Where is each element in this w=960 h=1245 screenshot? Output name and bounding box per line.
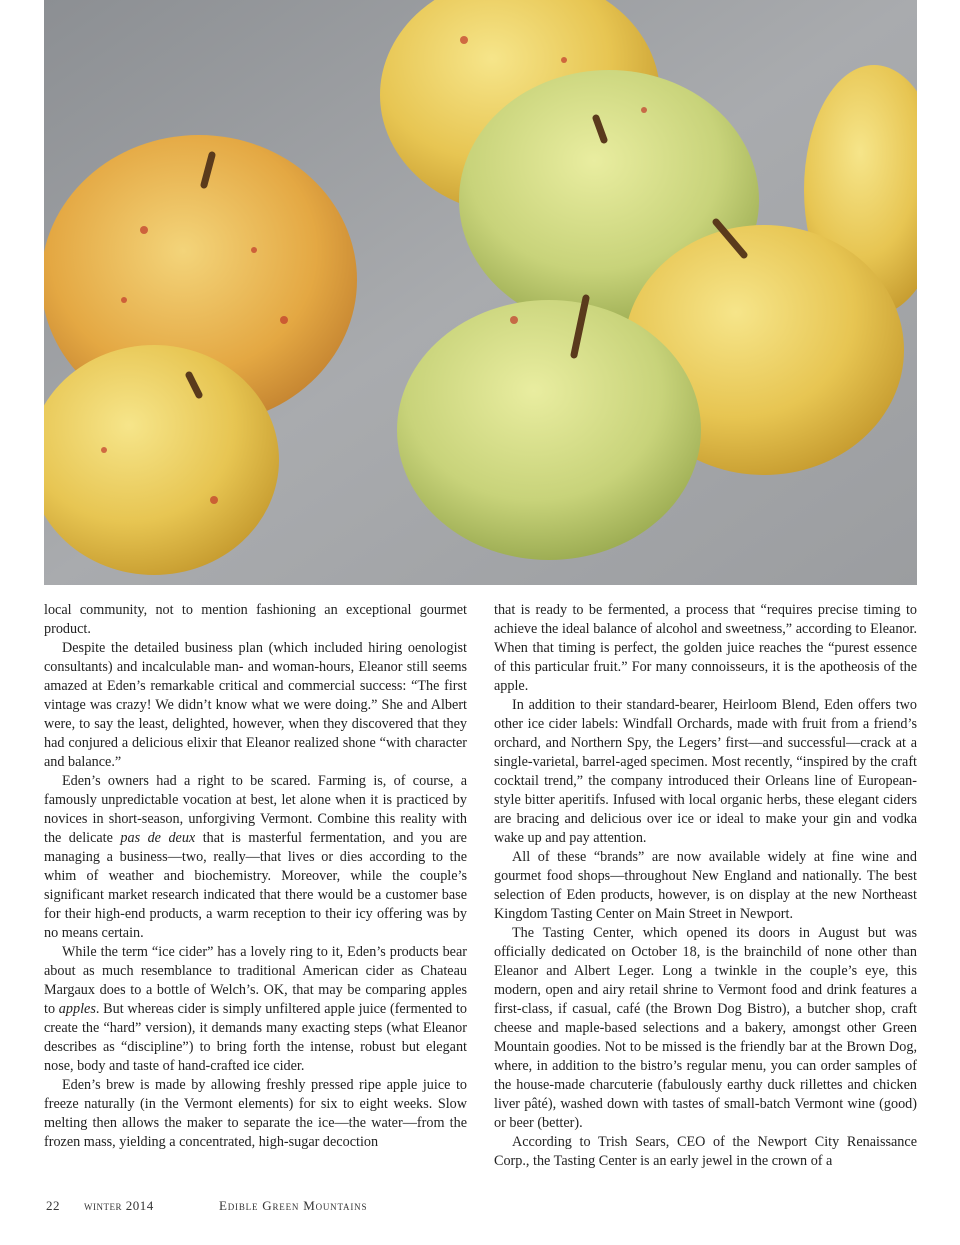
page-footer: [46, 1198, 367, 1214]
paragraph: Eden’s owners had a right to be scared. Farming is, of course, a famously unpredictable vocation at best, let alone when it is practiced by novices in short-season, unforgiving Vermont. Combine this reality with the delicate pas de deux that is masterful fermentation, and you are managing a business—two, really—that lives or dies according to the whim of weather and biochemistry. Moreover, while the couple’s significant market research indicated that there would be a customer base for their high-end products, a warm reception to their icy offering was by no means certain.: [44, 773, 467, 941]
paragraph: While the term “ice cider” has a lovely ring to it, Eden’s products bear about as much resemblance to traditional American cider as Chateau Margaux does to a bottle of Welch’s. OK, that may be comparing apples to apples. But whereas cider is simply unfiltered apple juice (fermented to create the “hard” version), it demands many exacting steps (what Eleanor describes as “discipline”) to bring forth the intense, robust but elegant nose, body and taste of hand-crafted ice cider.: [44, 944, 467, 1074]
paragraph: According to Trish Sears, CEO of the Newport City Renaissance Corp., the Tasting Center is an early jewel in the crown of a: [494, 1134, 917, 1169]
magazine-name: Edible Green Mountains: [219, 1198, 368, 1213]
apples-photo: [44, 0, 917, 585]
paragraph: In addition to their standard-bearer, Heirloom Blend, Eden offers two other ice cider labels: Windfall Orchards, made with fruit from a friend’s orchard, and Northern Spy, the Legers’ first—and successful—crack at a single-varietal, barrel-aged specimen. Most recently, “inspired by the craft cocktail trend,” the company introduced their Orleans line of European-style bitter aperitifs. Infused with local organic herbs, these elegant ciders are bracing and delicious over ice or ideal to make your gin and vodka wake up and pay attention.: [494, 697, 917, 846]
issue-season: winter 2014: [84, 1198, 154, 1213]
paragraph: Eden’s brew is made by allowing freshly pressed ripe apple juice to freeze naturally (in the Vermont elements) for six to eight weeks. Slow melting then allows the maker to separate the ice—the water—from the frozen mass, yielding a concentrated, high-sugar decoction: [44, 1077, 467, 1150]
paragraph: Despite the detailed business plan (which included hiring oenologist consultants) and incalculable man- and woman-hours, Eleanor still seems amazed at Eden’s remarkable critical and commercial success: “The first vintage was crazy! We didn’t know what we were doing.” She and Albert were, to say the least, delighted, however, when they discovered that they had conjured a delicious elixir that Eleanor realized shone “with character and balance.”: [44, 640, 467, 770]
article-column-left: [44, 601, 467, 1152]
paragraph: The Tasting Center, which opened its doors in August but was officially dedicated on October 18, is the brainchild of none other than Eleanor and Albert Leger. Long a twinkle in the couple’s eye, this modern, open and airy retail shrine to Vermont food and drink features a first-class, if casual, café (the Brown Dog Bistro), a butcher shop, craft cheese and maple-based selections and a bakery, amongst other Green Mountain goodies. Not to be missed is the friendly bar at the Brown Dog, where, in addition to the bistro’s regular menu, you can order samples of the house-made charcuterie (fabulously earthy duck rillettes and chicken liver pâté), washed down with tastes of small-batch Vermont wine (good) or beer (better).: [494, 925, 917, 1131]
paragraph: All of these “brands” are now available widely at fine wine and gourmet food shops—throughout New England and nationally. The best selection of Eden products, however, is on display at the new Northeast Kingdom Tasting Center on Main Street in Newport.: [494, 849, 917, 922]
page-number: 22: [46, 1198, 60, 1213]
paragraph: that is ready to be fermented, a process that “requires precise timing to achieve the ideal balance of alcohol and sweetness,” according to Eleanor. When that timing is perfect, the golden juice reaches the “purest essence of this particular fruit.” For many connoisseurs, it is the apotheosis of the apple.: [494, 602, 917, 694]
article-column-right: [494, 601, 917, 1171]
paragraph: local community, not to mention fashioning an exceptional gourmet product.: [44, 602, 467, 637]
